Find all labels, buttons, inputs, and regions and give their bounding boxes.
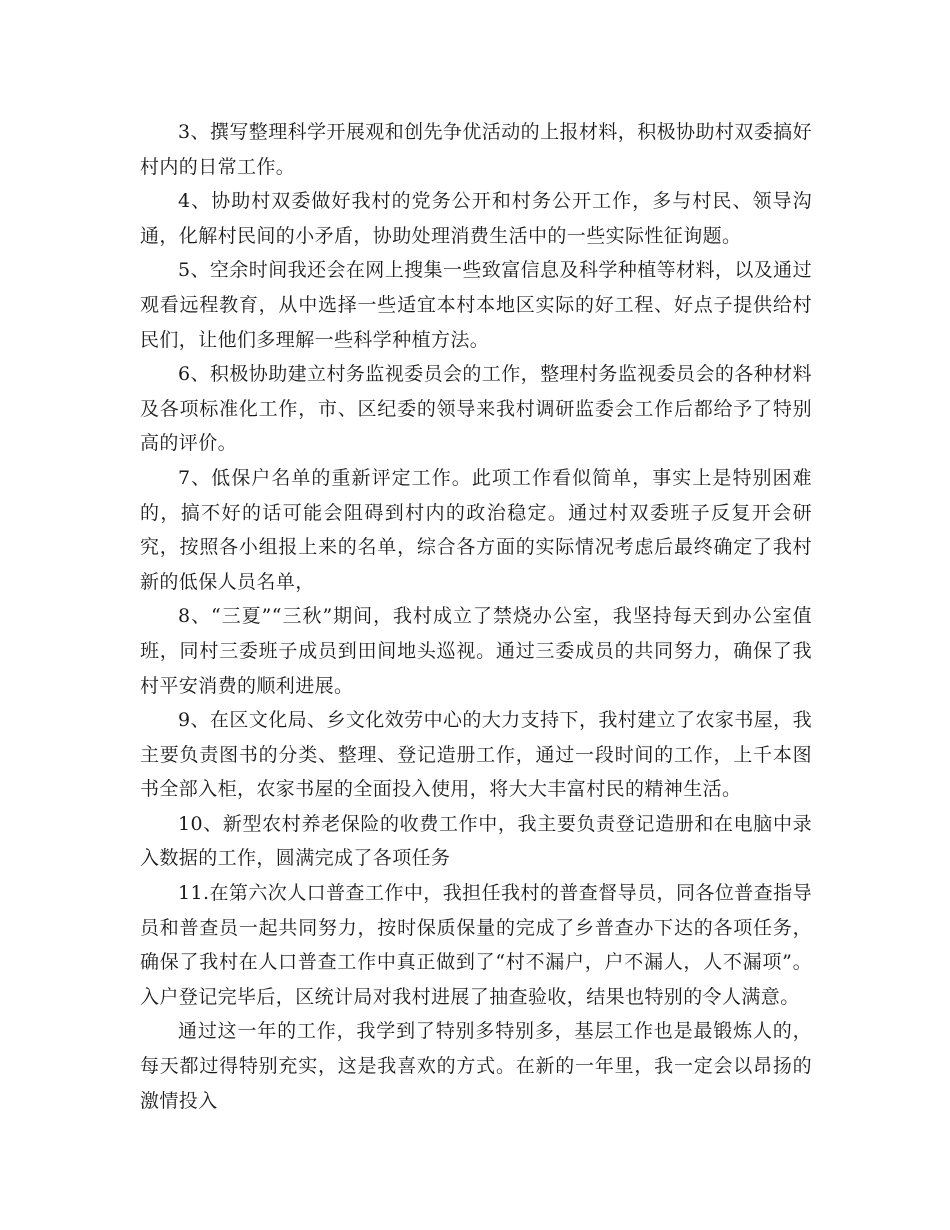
paragraph-item-9: 9、在区文化局、乡文化效劳中心的大力支持下，我村建立了农家书屋，我主要负责图书的分类、整理、登记造册工作，通过一段时间的工作，上千本图书全部入柜，农家书屋的全面投入使用，将大大丰富村民的精神生活。 (140, 709, 812, 801)
paragraph-item-6: 6、积极协助建立村务监视委员会的工作，整理村务监视委员会的各种材料及各项标准化工作，市、区纪委的领导来我村调研监委会工作后都给予了特别高的评价。 (140, 363, 812, 455)
paragraph-item-11: 11.在第六次人口普查工作中，我担任我村的普查督导员，同各位普查指导员和普查员一起共同努力，按时保质保量的完成了乡普查办下达的各项任务，确保了我村在人口普查工作中真正做到了“村不漏户，户不漏人，人不漏项”。入户登记完毕后，区统计局对我村进展了抽查验收，结果也特别的令人满意。 (140, 882, 812, 1008)
document-body (140, 115, 812, 1118)
paragraph-item-4: 4、协助村双委做好我村的党务公开和村务公开工作，多与村民、领导沟通，化解村民间的小矛盾，协助处理消费生活中的一些实际性征询题。 (140, 190, 812, 247)
paragraph-item-8: 8、“三夏”“三秋”期间，我村成立了禁烧办公室，我坚持每天到办公室值班，同村三委班子成员到田间地头巡视。通过三委成员的共同努力，确保了我村平安消费的顺利进展。 (140, 605, 812, 697)
paragraph-item-7: 7、低保户名单的重新评定工作。此项工作看似简单，事实上是特别困难的，搞不好的话可能会阻碍到村内的政治稳定。通过村双委班子反复开会研究，按照各小组报上来的名单，综合各方面的实际情况考虑后最终确定了我村新的低保人员名单， (140, 466, 812, 593)
paragraph-item-5: 5、空余时间我还会在网上搜集一些致富信息及科学种植等材料，以及通过观看远程教育，从中选择一些适宜本村本地区实际的好工程、好点子提供给村民们，让他们多理解一些科学种植方法。 (140, 259, 812, 351)
paragraph-item-3: 3、撰写整理科学开展观和创先争优活动的上报材料，积极协助村双委搞好村内的日常工作。 (140, 121, 812, 178)
paragraph-item-10: 10、新型农村养老保险的收费工作中，我主要负责登记造册和在电脑中录入数据的工作，圆满完成了各项任务 (140, 812, 812, 870)
paragraph-summary: 通过这一年的工作，我学到了特别多特别多，基层工作也是最锻炼人的，每天都过得特别充实，这是我喜欢的方式。在新的一年里，我一定会以昂扬的激情投入 (140, 1020, 812, 1112)
